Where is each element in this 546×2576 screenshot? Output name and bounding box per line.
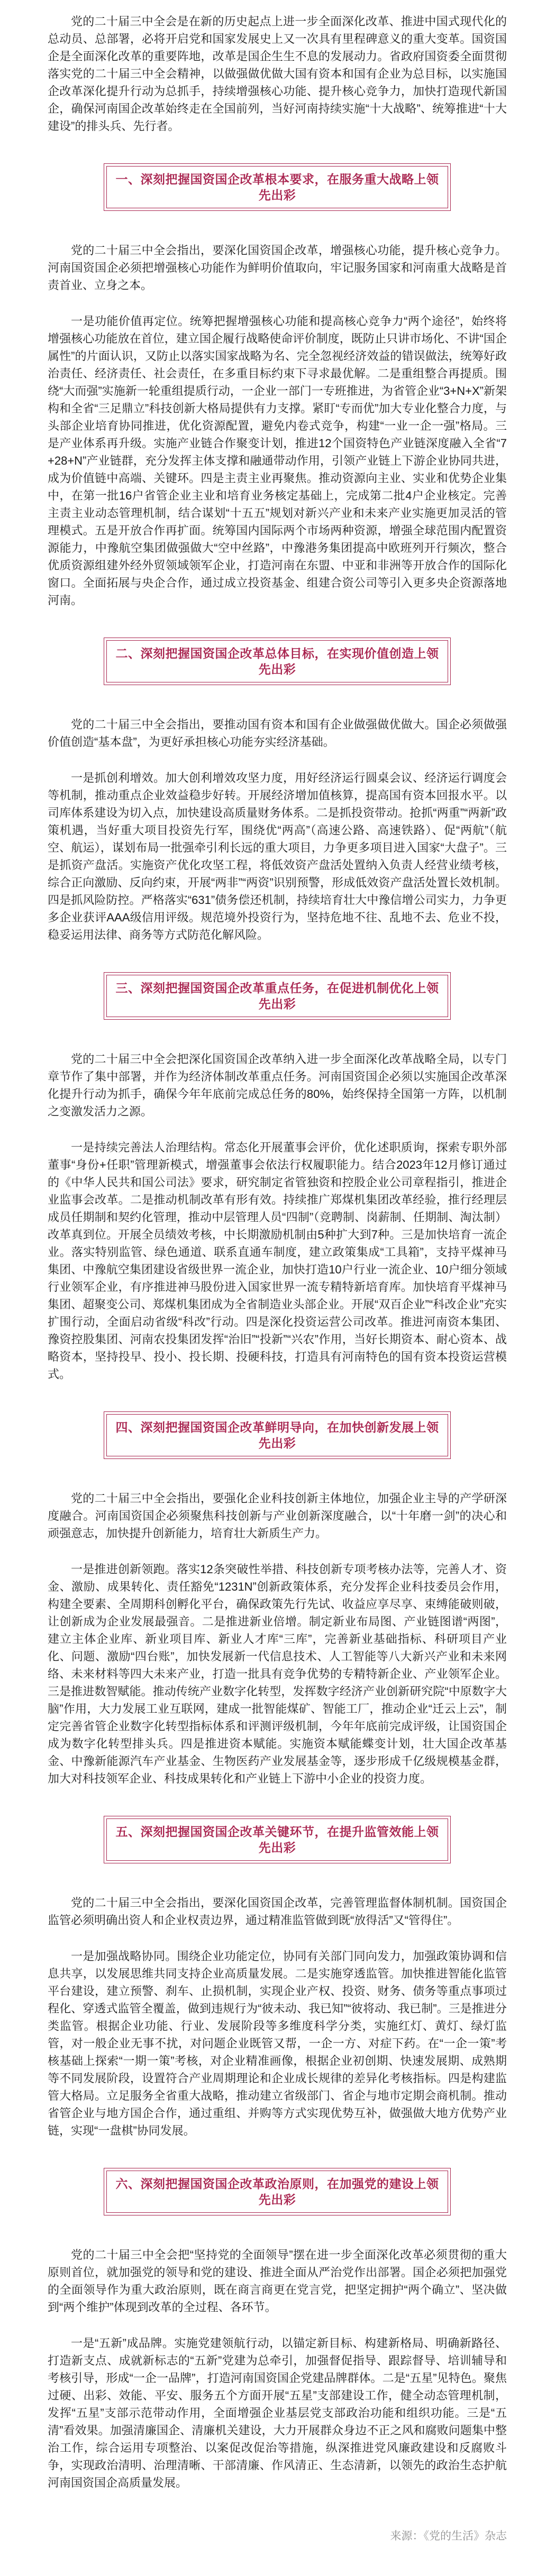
section-1-lead-paragraph: 党的二十届三中全会指出，要深化国资国企改革，增强核心功能，提升核心竞争力。河南国资国企必须把增强核心功能作为鲜明价值取向，牢记服务国家和河南重大战略是首责首业、立身之本。 — [48, 244, 507, 292]
section-6 — [48, 2168, 507, 2491]
section-4-heading: 四、深刻把握国资国企改革鲜明导向，在加快创新发展上领先出彩 — [115, 1420, 439, 1450]
section-4-heading-box — [104, 1411, 451, 1459]
section-5-heading-box — [104, 1816, 451, 1863]
section-3-heading-inner-border — [106, 975, 448, 1017]
section-4-lead-paragraph: 党的二十届三中全会指出，要强化企业科技创新主体地位，加强企业主导的产学研深度融合。河南国资国企必须聚焦科技创新与产业创新深度融合，以“十年磨一剑”的决心和顽强意志，加快提升创新能力，培育壮大新质生产力。 — [48, 1492, 507, 1540]
section-2 — [48, 638, 507, 944]
section-3 — [48, 972, 507, 1383]
section-1-heading: 一、深刻把握国资国企改革根本要求，在服务重大战略上领先出彩 — [115, 172, 439, 202]
section-6-heading-inner-border — [106, 2171, 448, 2213]
source-attribution: 来源：《党的生活》杂志 — [390, 2530, 507, 2542]
section-2-detail-paragraph: 一是抓创利增效。加大创利增效攻坚力度，用好经济运行圆桌会议、经济运行调度会等机制，推动重点企业效益稳步好转。开展经济增加值核算，提高国有资本回报水平。以司库体系建设为切入点，加快建设高质量财务体系。二是抓投资带动。抢抓“两重”“两新”政策机遇，当好重大项目投资先行军，围绕优“两高”（高速公路、高速铁路）、促“两航”（航空、航运），谋划布局一批强牵引利长远的重大项目，力争更多项目进入国家“大盘子”。三是抓资产盘活。实施资产优化攻坚工程，将低效资产盘活处置纳入负责人经营业绩考核，综合正向激励、反向约束，开展“两非”“两资”识别预警，形成低效资产盘活处置长效机制。四是抓风险防控。严格落实“631”债务偿还机制，持续培育壮大中豫信增公司实力，力争更多企业获评AAA级信用评级。规范境外投资行为，坚持危地不往、乱地不去、危业不投，稳妥运用法律、商务等方式防范化解风险。 — [48, 771, 507, 941]
section-2-lead-paragraph: 党的二十届三中全会指出，要推动国有资本和国有企业做强做优做大。国企必须做强价值创造“基本盘”，为更好承担核心功能夯实经济基础。 — [48, 718, 507, 749]
section-3-heading: 三、深刻把握国资国企改革重点任务，在促进机制优化上领先出彩 — [115, 981, 439, 1011]
section-2-heading: 二、深刻把握国资国企改革总体目标，在实现价值创造上领先出彩 — [115, 647, 439, 676]
section-5-heading: 五、深刻把握国资国企改革关键环节，在提升监管效能上领先出彩 — [115, 1825, 439, 1854]
section-3-heading-box — [104, 972, 451, 1020]
section-4-heading-inner-border — [106, 1414, 448, 1456]
section-4 — [48, 1411, 507, 1787]
section-6-heading-box — [104, 2168, 451, 2215]
intro-paragraph: 党的二十届三中全会是在新的历史起点上进一步全面深化改革、推进中国式现代化的总动员、总部署，必将开启党和国家发展史上又一次具有里程碑意义的重大变革。国资国企是全面深化改革的重要阵地，改革是国企生生不息的发展动力。省政府国资委全面贯彻落实党的二十届三中全会精神，以做强做优做大国有资本和国有企业为总目标，以实施国企改革深化提升行动为总抓手，持续增强核心功能、提升核心竞争力，加快打造现代新国企，确保河南国企改革始终走在全国前列，当好河南持续实施“十大战略”、统筹推进“十大建设”的排头兵、先行者。 — [48, 15, 507, 133]
section-6-detail-paragraph: 一是“五新”成品牌。实施党建领航行动，以锚定新目标、构建新格局、明确新路径、打造新支点、成就新标志的“五新”党建为总牵引，加强督促指导、跟踪督导、培训辅导和考核引导，形成“一企一品牌”，打造河南国资国企党建品牌群体。二是“五星”见特色。聚焦过硬、出彩、效能、平安、服务五个方面开展“五星”支部建设工作，健全动态管理机制，发挥“五星”支部示范带动作用，全面增强企业基层党支部政治功能和组织功能。三是“五清”看效果。加强清廉国企、清廉机关建设，大力开展群众身边不正之风和腐败问题集中整治工作，综合运用专项整治、以案促改促治等措施，纵深推进党风廉政建设和反腐败斗争，实现政治清明、治理清晰、干部清廉、作风清正、生态清新，以领先的政治生态护航河南国资国企高质量发展。 — [48, 2337, 507, 2489]
section-5 — [48, 1816, 507, 2139]
section-5-heading-inner-border — [106, 1818, 448, 1861]
section-3-lead-paragraph: 党的二十届三中全会把深化国资国企改革纳入进一步全面深化改革战略全局，以专门章节作了集中部署，并作为经济体制改革重点任务。河南国资国企必须以实施国企改革深化提升行动为抓手，确保今年年底前完成总任务的80%，始终保持全国第一方阵，以机制之变激发活力之源。 — [48, 1052, 507, 1118]
section-6-heading: 六、深刻把握国资国企改革政治原则，在加强党的建设上领先出彩 — [115, 2177, 439, 2206]
section-1-heading-inner-border — [106, 166, 448, 208]
section-1-heading-box — [104, 163, 451, 211]
section-1 — [48, 163, 507, 609]
section-2-heading-box — [104, 638, 451, 685]
section-5-lead-paragraph: 党的二十届三中全会指出，要深化国资国企改革，完善管理监督体制机制。国资国企监管必须明确出资人和企业权责边界，通过精准监管做到既“放得活”又“管得住”。 — [48, 1896, 507, 1927]
section-4-detail-paragraph: 一是推进创新领跑。落实12条突破性举措、科技创新专项考核办法等，完善人才、资金、激励、成果转化、责任豁免“1231N”创新政策体系，充分发挥企业科技委员会作用，构建全要素、全周期科创孵化平台，确保政策先行先试、收益应享尽享、束缚能破则破，让创新成为企业发展最强音。二是推进新业倍增。制定新业布局图、产业链图谱“两图”，建立主体企业库、新业项目库、新业人才库“三库”，完善新业基础指标、科研项目产业化、问题、激励“四台账”，加快发展新一代信息技术、人工智能等八大新兴产业和未来网络、未来材料等四大未来产业，打造一批具有竞争优势的专精特新企业、产业领军企业。三是推进数智赋能。推动传统产业数字化转型，发挥数字经济产业创新研究院“中原数字大脑”作用，大力发展工业互联网，建成一批智能煤矿、智能工厂，推动企业“迁云上云”，制定完善省管企业数字化转型指标体系和评测评级机制，今年年底前完成评级，让国资国企成为数字化转型排头兵。四是推进资本赋能。实施资本赋能蝶变计划，壮大国企改革基金、中豫新能源汽车产业基金、生物医药产业发展基金等，逐步形成千亿级规模基金群，加大对科技领军企业、科技成果转化和产业链上下游中小企业的投资力度。 — [48, 1563, 507, 1785]
section-3-detail-paragraph: 一是持续完善法人治理结构。常态化开展董事会评价，优化述职质询，探索专职外部董事“身份+任职”管理新模式，增强董事会依法行权履职能力。结合2023年12月修订通过的《中华人民共和国公司法》要求，研究制定省管独资和控股企业公司章程指引，推进企业监事会改革。二是推动机制改革有形有效。持续推广郑煤机集团改革经验，推行经理层成员任期制和契约化管理，推动中层管理人员“四制”（竞聘制、岗薪制、任期制、淘汰制）改革真到位。开展全员绩效考核，中长期激励机制由5种扩大到7种。三是加快培育一流企业。落实特别监管、绿色通道、联系直通车制度，建立政策集成“工具箱”，支持平煤神马集团、中豫航空集团建设省级世界一流企业，加快打造10户行业一流企业、10户细分领域行业领军企业，有序推进神马股份进入国家世界一流专精特新培育库。加快培育平煤神马集团、超聚变公司、郑煤机集团成为全省制造业头部企业。开展“双百企业”“科改企业”充实扩围行动，全面启动省级“科改”行动。四是深化投资运营公司改革。推进河南资本集团、豫资控股集团、河南农投集团发挥“治旧”“投新”“兴农”作用，当好长期资本、耐心资本、战略资本，坚持投早、投小、投长期、投硬科技，打造具有河南特色的国有资本投资运营模式。 — [48, 1141, 507, 1381]
section-1-detail-paragraph: 一是功能价值再定位。统筹把握增强核心功能和提高核心竞争力“两个途径”，始终将增强核心功能放在首位，建立国企履行战略使命评价制度，既防止只讲市场化、不讲“国企属性”的片面认识，又防止以落实国家战略为名、完全忽视经济效益的错误做法，统筹好政治责任、经济责任、社会责任，在多重目标约束下寻求最优解。二是重组整合再提质。围绕“大而强”实施新一轮重组提质行动，一企业一部门一专班推进，为省管企业“3+N+X”新架构和全省“三足鼎立”科技创新大格局提供有力支撑。紧盯“专而优”加大专业化整合力度，与头部企业培育协同推进，优化资源配置，避免内卷式竞争，构建“一业一企一强”格局。三是产业体系再升级。实施产业链合作聚变计划，推进12个国资特色产业链深度融入全省“7+28+N”产业链群，充分发挥主体支撑和融通带动作用，引领产业链上下游企业协同共进，成为价值链中高端、关键环。四是主责主业再聚焦。推动资源向主业、实业和优势企业集中，在第一批16户省管企业主业和培育业务核定基础上，完成第二批4户企业核定。完善主责主业动态管理机制，结合谋划“十五五”规划对新兴产业和未来产业实施更加灵活的管理模式。五是开放合作再扩面。统筹国内国际两个市场两种资源，增强全球范围内配置资源能力，中豫航空集团做强做大“空中丝路”，中豫港务集团提高中欧班列开行频次，整合优质资源组建外经外贸领域领军企业，打造河南在东盟、中亚和非洲等开放合作的国际化窗口。全面拓展与央企合作，通过成立投资基金、组建合资公司等引入更多央企资源落地河南。 — [48, 315, 507, 607]
section-2-heading-inner-border — [106, 640, 448, 682]
section-5-detail-paragraph: 一是加强战略协同。围绕企业功能定位，协同有关部门同向发力，加强政策协调和信息共享，以发展思维共同支持企业高质量发展。二是实施穿透监管。加快推进智能化监管平台建设，建立预警、刹车、止损机制，实现企业产权、投资、财务、债务等重点事项过程化、穿透式监管全覆盖，做到违规行为“彼未动、我已知”“彼将动、我已制”。三是推进分类监管。根据企业功能、行业、发展阶段等多维度科学分类，实施红灯、黄灯、绿灯监管，对一般企业无事不扰，对问题企业既管又帮，一企一方、对症下药。在“一企一策”考核基础上探索“一期一策”考核，对企业精准画像，根据企业初创期、快速发展期、成熟期等不同发展阶段，设置符合产业周期理论和企业成长规律的差异化考核指标。四是构建监管大格局。立足服务全省重大战略，推动建立省级部门、省企与地市定期会商机制。推动省管企业与地方国企合作，通过重组、并购等方式实现优势互补，做强做大地方优势产业链，实现“一盘棋”协同发展。 — [48, 1950, 507, 2137]
section-6-lead-paragraph: 党的二十届三中全会把“坚持党的全面领导”摆在进一步全面深化改革必须贯彻的重大原则首位，就加强党的领导和党的建设、推进全面从严治党作出部署。国企必须把加强党的全面领导作为重大政治原则，既在商言商更在党言党，把坚定拥护“两个确立”、坚决做到“两个维护”体现到改革的全过程、各环节。 — [48, 2248, 507, 2314]
